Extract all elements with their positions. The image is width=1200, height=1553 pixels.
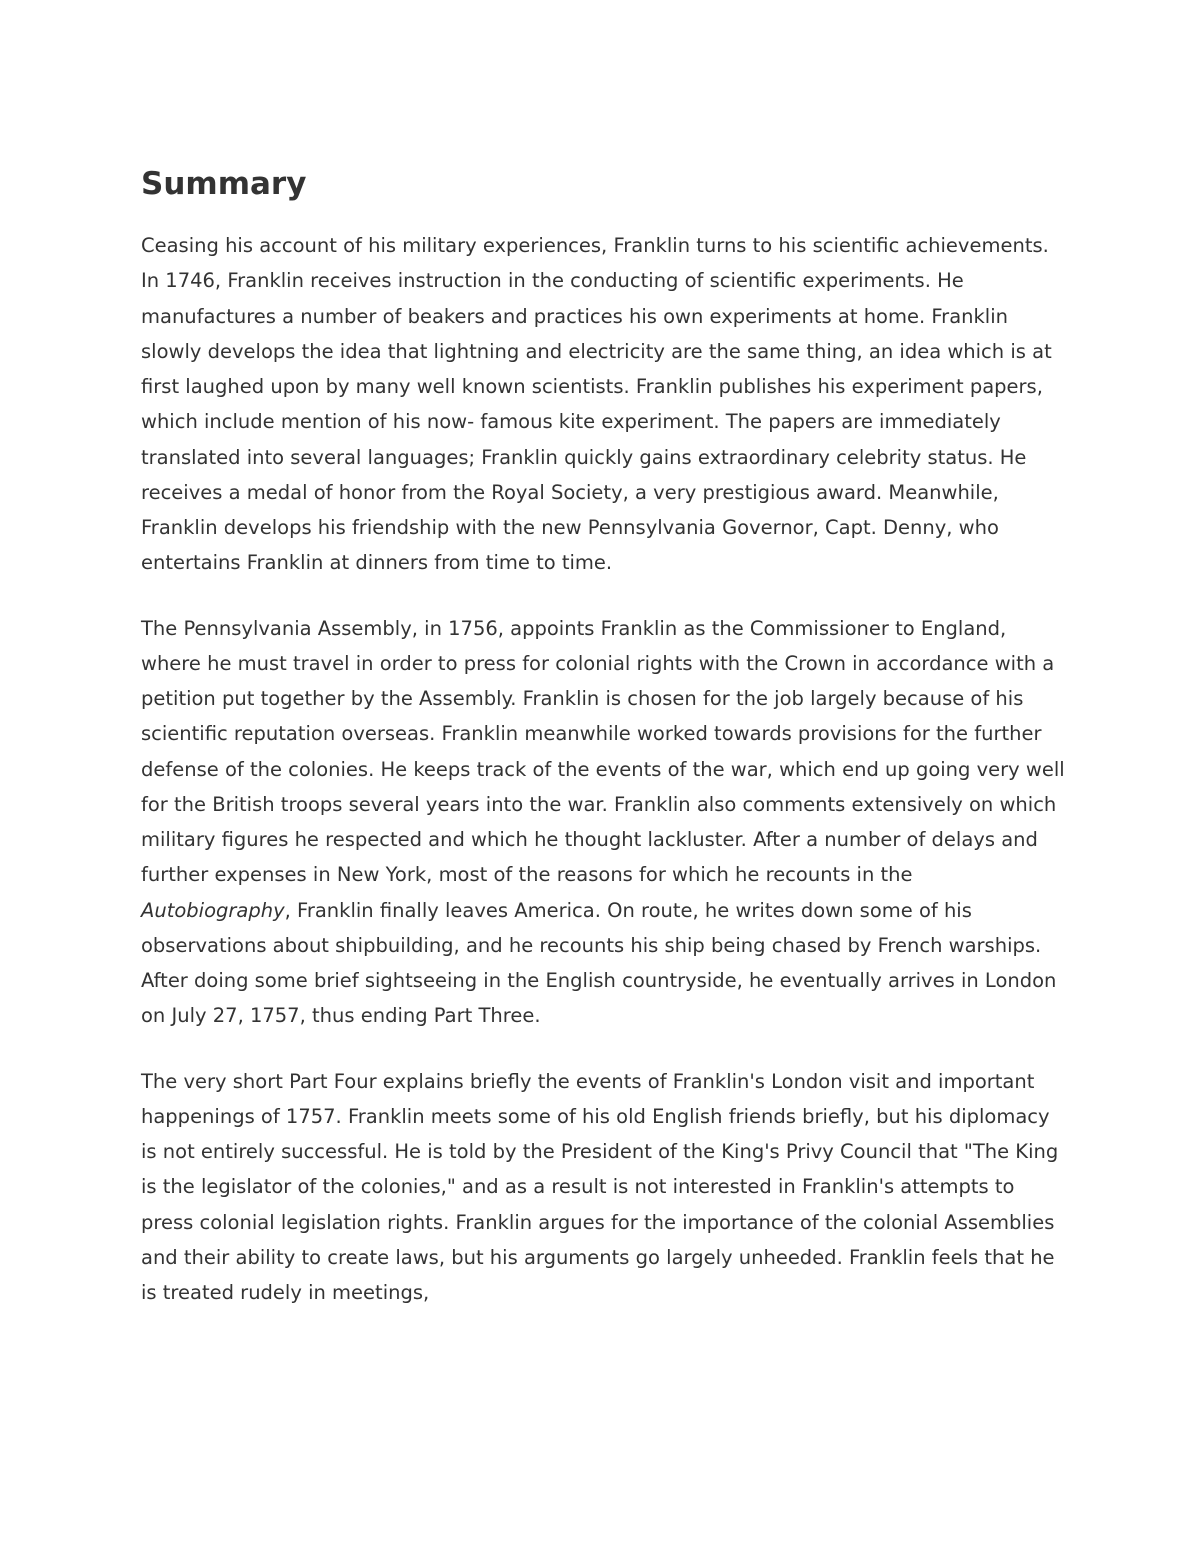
paragraph-text-after: , Franklin finally leaves America. On route, he writes down some of his observations about shipbuilding, and he recounts his ship being chased by French warships. After doing some brief sightseeing in the English countryside, he eventually arrives in London on July 27, 1757, thus ending Part Three. xyxy=(141,898,1057,1028)
paragraph-commissioner-to-england xyxy=(141,611,1066,1034)
paragraph-text-before: The Pennsylvania Assembly, in 1756, appoints Franklin as the Commissioner to England, where he must travel in order to press for colonial rights with the Crown in accordance with a petition put together by the Assembly. Franklin is chosen for the job largely because of his scientific reputation overseas. Franklin meanwhile worked towards provisions for the further defense of the colonies. He keeps track of the events of the war, which end up going very well for the British troops several years into the war. Franklin also comments extensively on which military figures he respected and which he thought lackluster. After a number of delays and further expenses in New York, most of the reasons for which he recounts in the xyxy=(141,616,1065,887)
paragraph-scientific-achievements: Ceasing his account of his military experiences, Franklin turns to his scientific achievements. In 1746, Franklin receives instruction in the conducting of scientific experiments. He manufactures a number of beakers and practices his own experiments at home. Franklin slowly develops the idea that lightning and electricity are the same thing, an idea which is at first laughed upon by many well known scientists. Franklin publishes his experiment papers, which include mention of his now- famous kite experiment. The papers are immediately translated into several languages; Franklin quickly gains extraordinary celebrity status. He receives a medal of honor from the Royal Society, a very prestigious award. Meanwhile, Franklin develops his friendship with the new Pennsylvania Governor, Capt. Denny, who entertains Franklin at dinners from time to time. xyxy=(141,234,1052,575)
page-title: Summary xyxy=(141,166,307,202)
paragraph-part-four: The very short Part Four explains briefly the events of Franklin's London visit and important happenings of 1757. Franklin meets some of his old English friends briefly, but his diplomacy is not entirely successful. He is told by the President of the King's Privy Council that "The King is the legislator of the colonies," and as a result is not interested in Franklin's attempts to press colonial legislation rights. Franklin argues for the importance of the colonial Assemblies and their ability to create laws, but his arguments go largely unheeded. Franklin feels that he is treated rudely in meetings, xyxy=(141,1069,1059,1304)
document-body xyxy=(141,160,1066,1340)
book-title-autobiography: Autobiography xyxy=(141,898,285,922)
